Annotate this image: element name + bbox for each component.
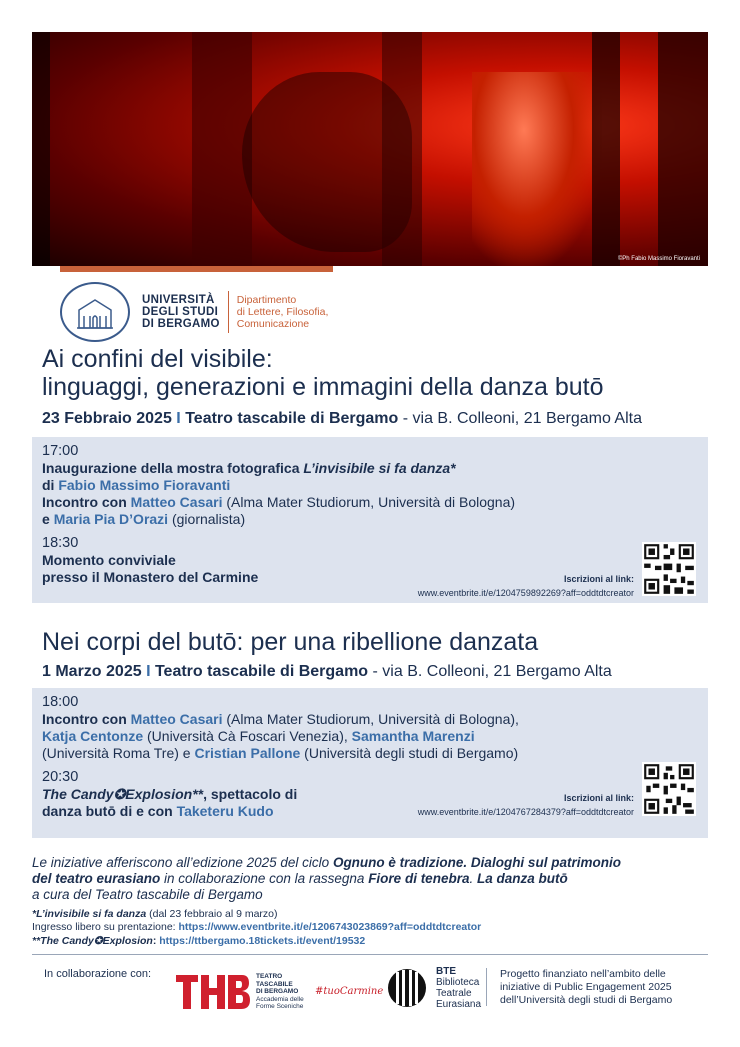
divider (486, 968, 487, 1006)
program-line (42, 569, 258, 586)
department-line: di Lettere, Filosofia, (236, 306, 329, 318)
program-text: , spettacolo di (203, 786, 298, 802)
event2-time: 20:30 (42, 769, 79, 785)
program-line (42, 477, 230, 494)
show-title: The Candy✪Explosion** (42, 786, 204, 802)
hero-photo (32, 32, 708, 266)
affiliation: (Alma Mater Studiorum, Università di Bologna) (222, 494, 516, 510)
note-line (32, 908, 278, 921)
person-name: Katja Centonze (42, 728, 144, 744)
exhibition-link[interactable]: https://www.eventbrite.it/e/1206743023869?aff=oddtdtcreator (178, 921, 482, 933)
person-name: Matteo Casari (130, 711, 223, 727)
separator: I (176, 410, 181, 427)
university-seal-icon (60, 282, 130, 342)
qr-code-icon[interactable] (642, 542, 696, 596)
program-text: Inaugurazione della mostra fotografica (42, 460, 304, 476)
series-title: La danza butō (476, 871, 568, 886)
curtain-shadow (592, 32, 620, 266)
affiliation: (Università degli studi di Bergamo) (300, 745, 519, 761)
program-line (42, 711, 519, 728)
note-title: **The Candy✪Explosion (32, 935, 153, 947)
bte-name (436, 966, 481, 1010)
exhibition-title: L’invisibile si fa danza* (303, 460, 456, 476)
project-funding (500, 968, 672, 1007)
thb-logo-icon (176, 975, 250, 1009)
footnote-text: . (469, 871, 477, 886)
person-name: Fabio Massimo Fioravanti (58, 477, 231, 493)
event2-title: Nei corpi del butō: per una ribellione danzata (42, 628, 539, 656)
thb-line: TEATRO (256, 973, 283, 980)
bte-line: Teatrale (436, 988, 472, 999)
event1-program (32, 437, 708, 603)
footnote-line (32, 871, 712, 887)
program-text: e (42, 511, 54, 527)
program-text: Incontro con (42, 494, 131, 510)
thb-line: Accademia delle (256, 995, 304, 1003)
footnote-line (32, 855, 712, 871)
note-line (32, 921, 481, 934)
program-line (42, 745, 518, 762)
registration-label: Iscrizioni al link: (563, 574, 634, 584)
event2-date: 1 Marzo 2025 (42, 663, 142, 680)
bte-line: BTE (436, 966, 456, 977)
photo-credit: ©Ph Fabio Massimo Fioravanti (617, 256, 700, 262)
registration-link[interactable]: www.eventbrite.it/e/1204759892269?aff=oddtdtcreator (417, 588, 634, 598)
event2-venue: Teatro tascabile di Bergamo (154, 663, 369, 680)
program-line (42, 494, 515, 511)
collaboration-label: In collaborazione con: (44, 968, 152, 980)
project-line: dell’Università degli studi di Bergamo (500, 994, 673, 1006)
event1-dateline (42, 410, 642, 428)
program-text: di (42, 477, 59, 493)
separator: I (146, 663, 151, 680)
program-line (42, 728, 475, 745)
registration-link[interactable]: www.eventbrite.it/e/1204767284379?aff=oddtdtcreator (417, 807, 634, 817)
event1-title-line: Ai confini del visibile: (42, 345, 273, 373)
bte-logo-icon (387, 968, 427, 1008)
registration-info (418, 572, 634, 600)
registration-info (418, 791, 634, 819)
program-text: danza butō di e con (42, 803, 177, 819)
event2-dateline (42, 663, 612, 681)
program-line (42, 786, 297, 803)
note-text: (dal 23 febbraio al 9 marzo) (146, 908, 278, 920)
person-name: Samantha Marenzi (351, 728, 475, 744)
event2-address: - via B. Colleoni, 21 Bergamo Alta (368, 663, 612, 680)
event1-date: 23 Febbraio 2025 (42, 410, 172, 427)
project-line: Progetto finanziato nell’ambito delle (500, 968, 666, 980)
affiliation: (Università Cà Foscari Venezia), (143, 728, 352, 744)
registration-label: Iscrizioni al link: (563, 793, 634, 803)
event1-title-line: linguaggi, generazioni e immagini della danza butō (42, 373, 604, 401)
event2-time: 18:00 (42, 694, 79, 710)
person-name: Cristian Pallone (194, 745, 301, 761)
show-link[interactable]: https://ttbergamo.18tickets.it/event/19532 (159, 935, 366, 947)
person-name: Maria Pia D’Orazi (53, 511, 169, 527)
affiliation: (Alma Mater Studiorum, Università di Bologna), (222, 711, 519, 727)
event1-time: 18:30 (42, 535, 79, 551)
note-line (32, 935, 365, 948)
event1-address: - via B. Colleoni, 21 Bergamo Alta (398, 410, 642, 427)
person-name: Taketeru Kudo (176, 803, 274, 819)
program-line (42, 552, 176, 569)
note-text: Ingresso libero su prentazione: (32, 921, 179, 933)
event1-venue: Teatro tascabile di Bergamo (185, 410, 399, 427)
curtain-shadow (658, 32, 708, 266)
university-name-line: UNIVERSITÀ (142, 294, 215, 306)
department-line: Comunicazione (236, 318, 310, 330)
program-text: presso il Monastero del Carmine (42, 569, 259, 585)
event1-time: 17:00 (42, 443, 79, 459)
carmine-logo: #tuoCarmine (315, 986, 384, 997)
qr-code-icon[interactable] (642, 762, 696, 816)
accent-bar (60, 266, 333, 272)
bte-line: Biblioteca (436, 977, 480, 988)
program-line (42, 460, 456, 477)
thb-name (256, 973, 304, 1011)
building-icon (73, 294, 117, 330)
footnote-text: Le iniziative afferiscono all’edizione 2025 del ciclo (32, 855, 333, 870)
program-line (42, 803, 274, 820)
program-text: Momento conviviale (42, 552, 176, 568)
department-line: Dipartimento (236, 294, 297, 306)
event2-program (32, 688, 708, 838)
university-logo (60, 282, 328, 342)
affiliation: (giornalista) (168, 511, 246, 527)
university-name-line: DI BERGAMO (142, 318, 220, 330)
divider (228, 291, 229, 333)
curtain-shadow (32, 32, 50, 266)
series-title: del teatro eurasiano (32, 871, 161, 886)
note-title: *L’invisibile si fa danza (32, 908, 147, 920)
note-text: : (152, 935, 160, 947)
footnote (32, 855, 712, 903)
footnote-text: in collaborazione con la rassegna (160, 871, 369, 886)
series-title: Ognuno è tradizione. Dialoghi sul patrimonio (332, 855, 621, 870)
project-line: iniziative di Public Engagement 2025 (500, 981, 672, 993)
university-name (142, 294, 220, 330)
dancer-figure (472, 72, 602, 266)
thb-line: Forme Sceniche (256, 1003, 304, 1010)
program-line (42, 511, 245, 528)
university-name-line: DEGLI STUDI (142, 306, 219, 318)
footnote-line: a cura del Teatro tascabile di Bergamo (32, 887, 263, 902)
event1-title (42, 345, 604, 401)
divider (32, 954, 708, 955)
department-name (237, 294, 329, 330)
person-name: Matteo Casari (130, 494, 223, 510)
bte-line: Eurasiana (436, 999, 482, 1010)
festival-title: Fiore di tenebra (368, 871, 470, 886)
thb-line: DI BERGAMO (256, 988, 299, 995)
affiliation: (Università Roma Tre) e (42, 745, 195, 761)
program-text: Incontro con (42, 711, 131, 727)
curtain-shadow (382, 32, 422, 266)
thb-line: TASCABILE (256, 980, 293, 988)
